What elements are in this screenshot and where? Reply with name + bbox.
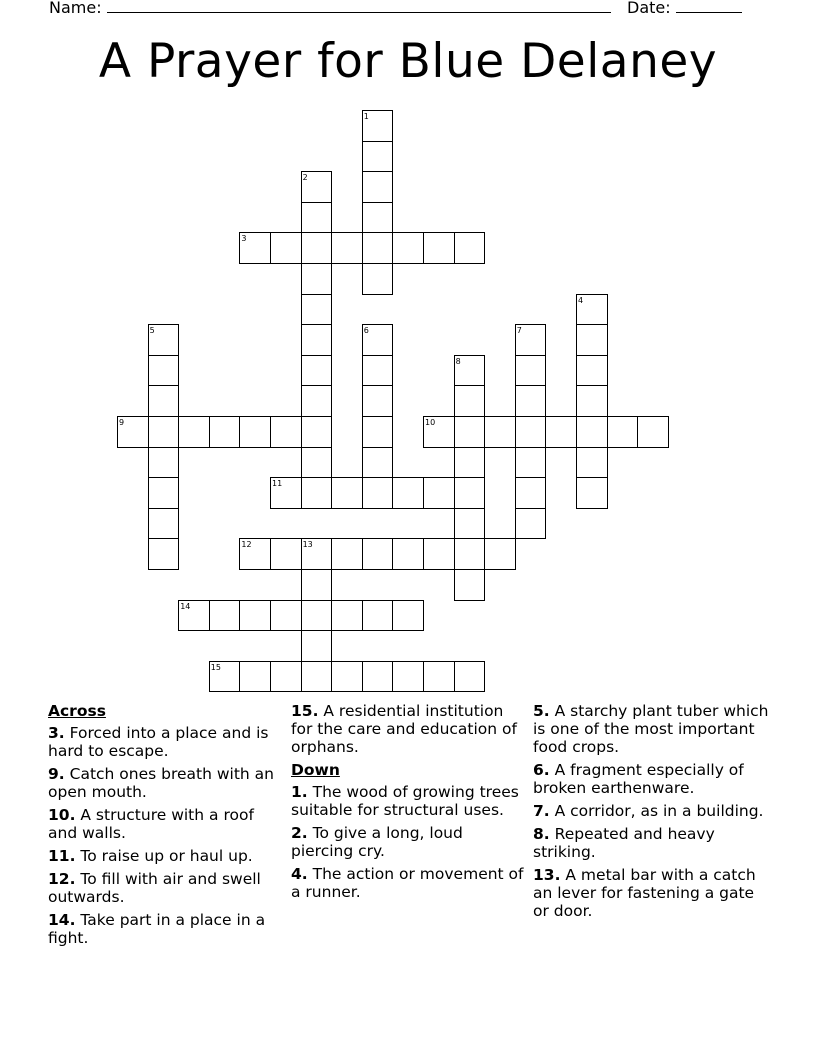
clue-down-5: 5. A starchy plant tuber which is one of the most important food crops. [533,702,769,756]
grid-cell[interactable] [515,447,547,479]
clue-number: 9 [119,418,125,427]
grid-cell[interactable] [270,600,302,632]
grid-cell[interactable] [270,232,302,264]
grid-cell[interactable] [576,385,608,417]
grid-cell[interactable] [331,600,363,632]
grid-cell[interactable] [607,416,639,448]
grid-cell[interactable] [209,600,241,632]
grid-cell[interactable] [454,569,486,601]
clue-down-4: 4. The action or movement of a runner. [291,865,524,901]
grid-cell[interactable] [362,600,394,632]
grid-cell[interactable] [576,355,608,387]
grid-cell[interactable] [423,477,455,509]
grid-cell[interactable] [362,232,394,264]
grid-cell[interactable] [362,171,394,203]
date-field[interactable] [627,0,742,17]
grid-cell[interactable] [301,202,333,234]
grid-cell[interactable] [301,294,333,326]
grid-cell[interactable] [454,508,486,540]
grid-cell[interactable] [148,416,180,448]
grid-cell[interactable] [484,538,516,570]
grid-cell[interactable] [484,416,516,448]
clue-number: 12 [241,540,252,550]
grid-cell[interactable] [362,447,394,479]
grid-cell[interactable] [637,416,669,448]
grid-cell[interactable] [239,600,271,632]
grid-cell[interactable] [148,447,180,479]
grid-cell[interactable] [362,477,394,509]
grid-cell[interactable] [301,232,333,264]
grid-cell[interactable] [392,661,424,693]
grid-cell[interactable] [454,385,486,417]
grid-cell[interactable] [331,477,363,509]
grid-cell[interactable] [454,477,486,509]
grid-cell[interactable] [576,324,608,356]
grid-cell[interactable] [209,416,241,448]
grid-cell[interactable] [178,416,210,448]
grid-cell[interactable] [331,538,363,570]
grid-cell[interactable] [301,416,333,448]
clue-across-15: 15. A residential institution for the care and education of orphans. [291,702,517,756]
grid-cell[interactable] [301,630,333,662]
grid-cell[interactable] [423,232,455,264]
grid-cell[interactable] [362,263,394,295]
grid-cell[interactable] [270,661,302,693]
grid-cell[interactable] [362,385,394,417]
grid-cell[interactable] [270,416,302,448]
grid-cell[interactable] [362,141,394,173]
clue-number: 13 [302,540,313,550]
grid-cell[interactable] [576,447,608,479]
clue-number: 14 [180,601,191,611]
grid-cell[interactable] [148,355,180,387]
clue-down-13: 13. A metal bar with a catch an lever for fastening a gate or door. [533,866,756,920]
clue-down-7: 7. A corridor, as in a building. [533,802,764,820]
date-label: Date: [627,0,671,17]
grid-cell[interactable] [331,661,363,693]
grid-cell[interactable] [362,202,394,234]
clue-column-2 [291,702,526,906]
grid-cell[interactable] [148,538,180,570]
clue-number: 4 [578,295,584,305]
grid-cell[interactable] [331,232,363,264]
clue-number: 2 [302,173,308,183]
grid-cell[interactable] [515,385,547,417]
clue-number: 3 [241,234,247,244]
clue-across-11: 11. To raise up or haul up. [48,847,253,865]
grid-cell[interactable] [454,447,486,479]
grid-cell[interactable] [362,538,394,570]
clue-column-1 [48,702,284,952]
grid-cell[interactable] [392,538,424,570]
grid-cell[interactable] [239,416,271,448]
grid-cell[interactable] [301,447,333,479]
across-heading: Across [48,702,106,720]
clue-down-2: 2. To give a long, loud piercing cry. [291,824,463,860]
clue-across-9: 9. Catch ones breath with an open mouth. [48,765,275,801]
clue-number: 6 [363,326,369,336]
grid-cell[interactable] [392,600,424,632]
clue-number: 11 [272,479,283,489]
grid-cell[interactable] [148,477,180,509]
grid-cell[interactable] [392,477,424,509]
clue-down-6: 6. A fragment especially of broken earthenware. [533,761,744,797]
grid-cell[interactable] [148,385,180,417]
grid-cell[interactable] [301,263,333,295]
clue-across-3: 3. Forced into a place and is hard to escape. [48,724,269,760]
grid-cell[interactable] [239,661,271,693]
date-line[interactable] [676,0,742,13]
grid-cell[interactable] [576,416,608,448]
grid-cell[interactable] [515,355,547,387]
grid-cell[interactable] [423,538,455,570]
grid-cell[interactable] [515,477,547,509]
grid-cell[interactable] [454,661,486,693]
grid-cell[interactable] [362,416,394,448]
clue-across-10: 10. A structure with a roof and walls. [48,806,254,842]
grid-cell[interactable] [301,355,333,387]
grid-cell[interactable] [362,355,394,387]
grid-cell[interactable] [148,508,180,540]
grid-cell[interactable] [301,569,333,601]
grid-cell[interactable] [515,416,547,448]
name-field[interactable] [49,0,611,17]
clue-number: 15 [210,662,221,672]
down-heading: Down [291,761,340,779]
clue-down-1: 1. The wood of growing trees suitable for structural uses. [291,783,519,819]
grid-cell[interactable] [301,324,333,356]
clue-across-12: 12. To fill with air and swell outwards. [48,870,261,906]
name-line[interactable] [107,0,611,13]
grid-cell[interactable] [301,661,333,693]
grid-cell[interactable] [362,661,394,693]
clue-number: 5 [149,326,155,336]
grid-cell[interactable] [454,538,486,570]
puzzle-title: A Prayer for Blue Delaney [98,34,718,89]
grid-cell[interactable] [545,416,577,448]
clue-column-3 [533,702,769,925]
grid-cell[interactable] [515,508,547,540]
grid-cell[interactable] [301,477,333,509]
clue-number: 1 [363,112,369,121]
grid-cell[interactable] [454,232,486,264]
name-label: Name: [49,0,102,17]
grid-cell[interactable] [392,232,424,264]
clue-number: 7 [516,326,522,336]
grid-cell[interactable] [576,477,608,509]
clue-across-14: 14. Take part in a place in a fight. [48,911,266,947]
grid-cell[interactable] [454,416,486,448]
clue-down-8: 8. Repeated and heavy striking. [533,825,715,861]
clue-number: 10 [425,418,436,427]
grid-cell[interactable] [301,600,333,632]
grid-cell[interactable] [423,661,455,693]
clue-number: 8 [455,356,461,366]
grid-cell[interactable] [270,538,302,570]
grid-cell[interactable] [301,385,333,417]
